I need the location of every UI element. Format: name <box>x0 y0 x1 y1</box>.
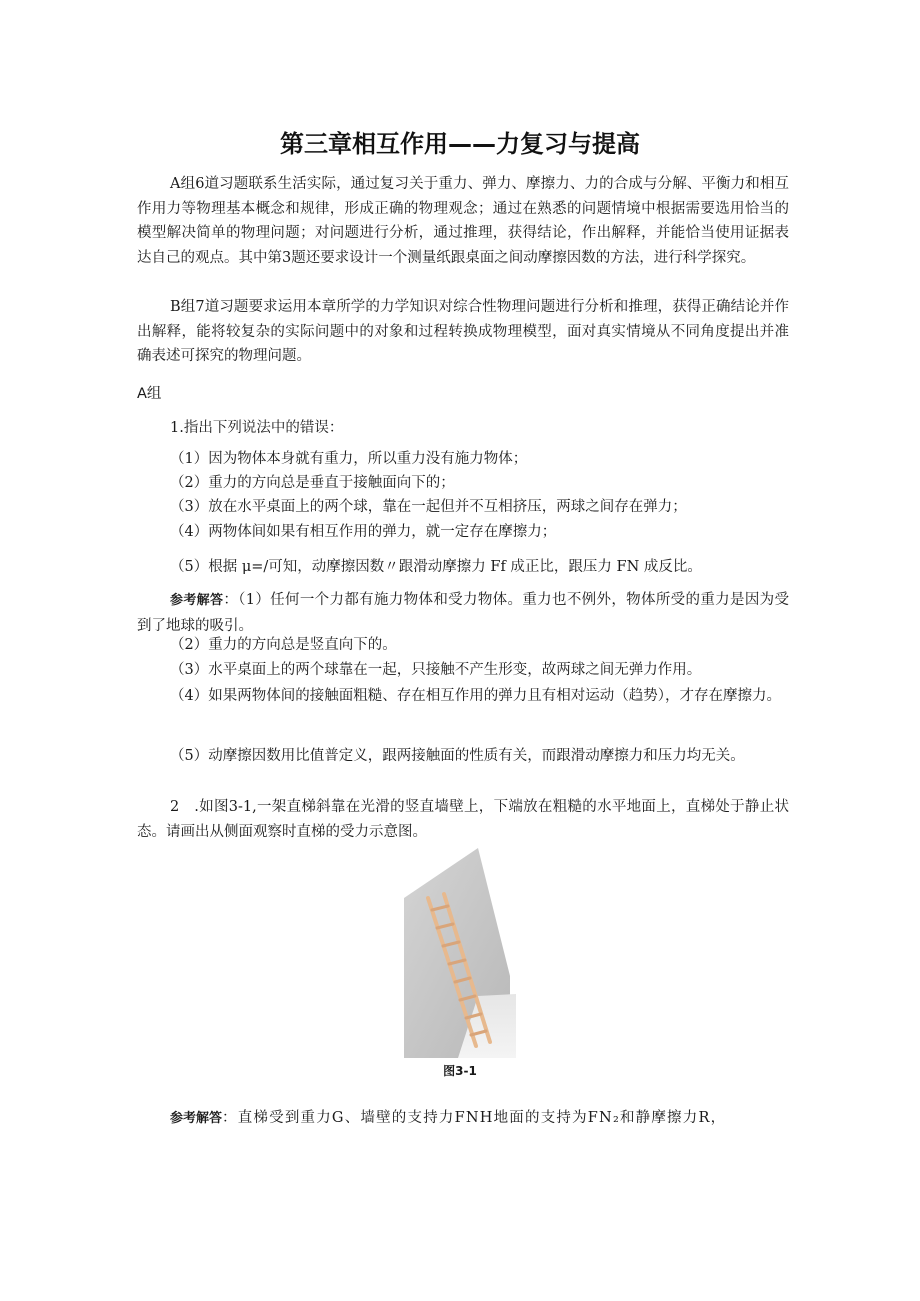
q1-answer-1 <box>137 588 789 638</box>
q1-answer-4: （4）如果两物体间的接触面粗糙、存在相互作用的弹力且有相对运动（趋势），才存在摩擦力。 <box>170 688 781 704</box>
q2-stem: 2 .如图3-1,一架直梯斜靠在光滑的竖直墙壁上，下端放在粗糙的水平地面上，直梯处于静止状态。请画出从侧面观察时直梯的受力示意图。 <box>137 799 789 840</box>
q1-item-3: （3）放在水平桌面上的两个球，靠在一起但并不互相挤压，两球之间存在弹力； <box>170 499 687 515</box>
q2-answer-text: ：直梯受到重力G、墙壁的支持力FNH地面的支持为FN₂和静摩擦力R， <box>222 1110 727 1126</box>
answer-label: 参考解答 <box>170 1111 223 1126</box>
q1-item-5: （5）根据 μ=/可知，动摩擦因数〃跟滑动摩擦力 Ff 成正比，跟压力 FN 成反比。 <box>170 559 702 575</box>
page-title: 第三章相互作用——力复习与提高 <box>280 130 640 158</box>
q1-item-1: （1）因为物体本身就有重力，所以重力没有施力物体； <box>170 451 528 467</box>
q1-item-2: （2）重力的方向总是垂直于接触面向下的； <box>170 475 455 491</box>
q2-answer <box>170 1107 726 1130</box>
q1-answer-1-text: ：（1）任何一个力都有施力物体和受力物体。重力也不例外，物体所受的重力是因为受到了地球的吸引。 <box>137 592 789 634</box>
q1-item-4: （4）两物体间如果有相互作用的弹力，就一定存在摩擦力； <box>170 524 557 540</box>
q1-answer-5: （5）动摩擦因数用比值普定义，跟两接触面的性质有关，而跟滑动摩擦力和压力均无关。 <box>170 748 745 764</box>
answer-label: 参考解答 <box>170 593 224 608</box>
q1-answer-2: （2）重力的方向总是竖直向下的。 <box>170 637 397 653</box>
section-label-a: A组 <box>137 386 162 402</box>
ladder-figure <box>398 846 520 1058</box>
intro-group-b: B组7道习题要求运用本章所学的力学知识对综合性物理问题进行分析和推理，获得正确结论并作出解释，能将较复杂的实际问题中的对象和过程转换成物理模型，面对真实情境从不同角度提出并准确表述可探究的物理问题。 <box>137 299 789 364</box>
figure-caption: 图3-1 <box>443 1064 477 1078</box>
q1-stem: 1.指出下列说法中的错误： <box>170 420 344 436</box>
q1-answer-3: （3）水平桌面上的两个球靠在一起，只接触不产生形变，故两球之间无弹力作用。 <box>170 662 702 678</box>
intro-group-a: A组6道习题联系生活实际，通过复习关于重力、弹力、摩擦力、力的合成与分解、平衡力和相互作用力等物理基本概念和规律，形成正确的物理观念；通过在熟悉的问题情境中根据需要选用恰当的模型解决简单的物理问题；对问题进行分析，通过推理，获得结论，作出解释，并能恰当使用证据表达自己的观点。其中第3题还要求设计一个测量纸跟桌面之间动摩擦因数的方法，进行科学探究。 <box>137 176 789 266</box>
